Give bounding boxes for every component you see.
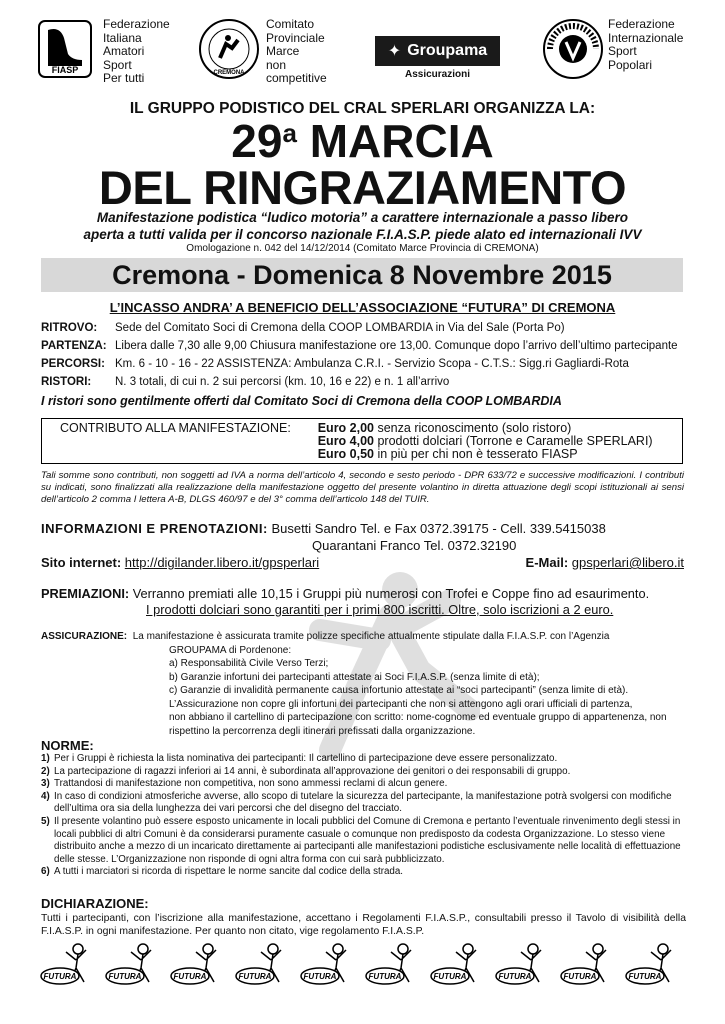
- contribution-row: [302, 434, 653, 448]
- futura-logo-text: FUTURA: [238, 972, 272, 981]
- rule-text: Trattandosi di manifestazione non competitiva, non sono ammessi reclami di alcun genere.: [54, 778, 448, 790]
- rule-item: [41, 791, 686, 816]
- futura-logo-text: FUTURA: [43, 972, 77, 981]
- info-pren-contact-2: Quarantani Franco Tel. 0372.32190: [312, 538, 517, 553]
- org-line: competitive: [266, 71, 327, 85]
- info-pren-contact: Busetti Sandro Tel. e Fax 0372.39175 - Cell. 339.5415038: [271, 521, 606, 536]
- charity-line: L’INCASSO ANDRA’ A BENEFICIO DELL’ASSOCIAZIONE “FUTURA” DI CREMONA: [109, 300, 616, 315]
- insurance-section: [41, 630, 686, 738]
- futura-logo: [558, 942, 620, 992]
- rule-item: [41, 766, 686, 779]
- declaration-title: DICHIARAZIONE:: [41, 896, 149, 911]
- futura-logo: [298, 942, 360, 992]
- futura-logo-text: FUTURA: [628, 972, 662, 981]
- org-line: Marce: [266, 44, 300, 58]
- insurance-line: a) Responsabilità Civile Verso Terzi;: [169, 658, 329, 669]
- org-line: Comitato: [266, 17, 315, 31]
- edition-suffix: a: [282, 118, 297, 148]
- groupama-mark-icon: ✦: [387, 43, 402, 60]
- org-line: Provinciale: [266, 30, 325, 45]
- ivv-logo: [542, 18, 604, 80]
- info-text: Km. 6 - 10 - 16 - 22 ASSISTENZA: Ambulanza C.R.I. - Servizio Scopa - C.T.S.: Sigg.ri Gagliardi-Rota: [115, 358, 629, 370]
- title-marcia: MARCIA: [309, 115, 494, 167]
- website-label: Sito internet:: [41, 555, 122, 570]
- info-pren-label: INFORMAZIONI E PRENOTAZIONI:: [41, 521, 268, 536]
- rules-list: [41, 753, 686, 879]
- rule-text: Per i Gruppi è richiesta la lista nominativa dei partecipanti: Il cartellino di partecipazione deve essere personalizzato.: [54, 753, 558, 764]
- premiazioni-text-2: I prodotti dolciari sono garantiti per i primi 800 iscritti. Oltre, solo iscrizioni a 2 euro.: [146, 602, 614, 617]
- email-label: E-Mail:: [525, 555, 569, 570]
- futura-logo: [623, 942, 685, 992]
- rule-number: 4): [41, 790, 50, 802]
- org-line: Federazione: [608, 17, 675, 31]
- insurance-text: La manifestazione è assicurata tramite polizze specifiche attualmente stipulate dalla F.I.A.S.P. con l’Agenzia: [132, 631, 610, 642]
- rule-text: Il presente volantino può essere esposto unicamente in locali pubblici del Comune di Cremona e pertanto l’eventuale rinvenimento degli stessi in locali pubblici di altri Comuni è da considerarsi puramente casuale o comunque non predisposto da codesta Organizzazione. Lo stesso viene distribuito anche a mezzo di un incaricato direttamente ai partecipanti alle manifestazioni podistiche esclusivamente nelle località di effettuazione delle stesse. L’Organizzazione non risponde di ogni altra forma con cui sarà pubblicizzato.: [54, 815, 681, 865]
- futura-logo: [38, 942, 100, 992]
- premiazioni-label: PREMIAZIONI:: [41, 586, 130, 601]
- futura-logo: [168, 942, 230, 992]
- rule-number: 2): [41, 765, 50, 777]
- rule-text: In caso di condizioni atmosferiche avverse, allo scopo di tutelare la sicurezza del partecipante, la manifestazione potrà svolgersi con modifiche dell’ultima ora sia della lunghezza dei vari percorsi che del disegno del tracciato.: [54, 790, 672, 815]
- rule-item: [41, 778, 686, 791]
- org-line: Amatori: [103, 44, 145, 58]
- edition-number: 29: [231, 115, 283, 167]
- org-line: Sport: [103, 57, 132, 72]
- rule-number: 3): [41, 778, 50, 790]
- comitato-marce-logo: [198, 18, 260, 80]
- contribution-desc: senza riconoscimento (solo ristoro): [377, 421, 572, 435]
- contribution-label: CONTRIBUTO ALLA MANIFESTAZIONE:: [60, 421, 291, 435]
- futura-logo: [493, 942, 555, 992]
- insurance-line: c) Garanzie di invalidità permanente causa infortunio attestate ai “soci partecipanti” (senza limite di età).: [169, 685, 629, 696]
- email-link[interactable]: gpsperlari@libero.it: [571, 555, 684, 570]
- organizer-line: IL GRUPPO PODISTICO DEL CRAL SPERLARI ORGANIZZA LA:: [129, 100, 596, 117]
- info-partenza: [41, 340, 691, 352]
- subtitle-1: Manifestazione podistica “ludico motoria” a carattere internazionale a passo libero: [96, 210, 629, 225]
- declaration-text: Tutti i partecipanti, con l’iscrizione alla manifestazione, accettano i Regolamenti F.I.A.S.P., consultabili presso il Tavolo di visibilità della F.I.A.S.P. in ogni manifestazione. Per quanto non citato, vige regolamento F.I.A.S.P.: [41, 913, 686, 937]
- futura-logo: [363, 942, 425, 992]
- contribution-row: [302, 421, 571, 435]
- futura-logo: [428, 942, 490, 992]
- fiasp-org-name: [103, 18, 170, 86]
- rules-title: NORME:: [41, 738, 94, 753]
- futura-logo: [103, 942, 165, 992]
- org-line: Sport: [608, 44, 637, 58]
- org-line: Federazione: [103, 17, 170, 31]
- rule-text: La partecipazione di ragazzi inferiori ai 14 anni, è subordinata all’approvazione dei genitori o dei responsabili di gruppo.: [54, 765, 571, 777]
- cmp-org-name: [266, 18, 327, 86]
- contribution-box: [41, 418, 683, 464]
- futura-logo-text: FUTURA: [108, 972, 142, 981]
- futura-logo-text: FUTURA: [368, 972, 402, 981]
- rule-item: [41, 816, 686, 866]
- contribution-desc: prodotti dolciari (Torrone e Caramelle SPERLARI): [377, 434, 653, 448]
- insurance-label: ASSICURAZIONE:: [41, 631, 128, 642]
- futura-logo-text: FUTURA: [433, 972, 467, 981]
- title-line-1: [0, 115, 725, 167]
- fiasp-logo: [38, 20, 92, 78]
- insurance-line: non abbiano il cartellino di partecipazione con scritto: nome-cognome ed eventuale gruppo di appartenenza, non rispettino la percorrenza degli itinerari prefissati dalla organizzazione.: [169, 712, 667, 737]
- place-date-banner: Cremona - Domenica 8 Novembre 2015: [41, 258, 683, 292]
- header: [0, 14, 725, 94]
- info-text: Libera dalle 7,30 alle 9,00 Chiusura manifestazione ore 13,00. Comunque dopo l’arrivo dell’ultimo partecipante: [115, 340, 678, 352]
- insurance-line: L’Assicurazione non copre gli infortuni dei partecipanti che non si attengono agli orari ufficiali di partenza,: [169, 698, 633, 710]
- rule-number: 5): [41, 815, 50, 827]
- insurance-line: b) Garanzie infortuni dei partecipanti attestate ai Soci F.I.A.S.P. (senza limite di età);: [169, 671, 540, 683]
- org-line: Italiana: [103, 30, 142, 45]
- premiazioni-text: Verranno premiati alle 10,15 i Gruppi più numerosi con Trofei e Coppe fino ad esaurimento.: [132, 586, 650, 601]
- org-line: non: [266, 57, 287, 72]
- info-text: N. 3 totali, di cui n. 2 sui percorsi (km. 10, 16 e 22) e n. 1 all’arrivo: [115, 376, 450, 388]
- info-label: RITROVO:: [41, 322, 98, 334]
- info-label: PERCORSI:: [41, 358, 105, 370]
- org-line: Per tutti: [103, 71, 145, 85]
- futura-logo-text: FUTURA: [498, 972, 532, 981]
- info-percorsi: [41, 358, 691, 370]
- subtitle-2: aperta a tutti valida per il concorso nazionale F.I.A.S.P. piede alato ed internazionali IVV: [83, 227, 642, 242]
- rule-text: A tutti i marciatori si ricorda di rispettare le norme sancite dal codice della strada.: [54, 866, 404, 878]
- tax-note: Tali somme sono contributi, non soggetti ad IVA a norma dell’articolo 4, secondo e sesto periodo - DPR 633/72 e successive modificazioni. I contributi su indicati, sono finalizzati alla realizzazione della manifestazione oggetto del presente volantino in diretta attuazione degli scopi istituzionali ai sensi dell’articolo 2 comma I lettera A-B, DLGS 460/97 e del 3° comma dell’articolo 148 del TUIR.: [41, 470, 684, 505]
- info-text: Sede del Comitato Soci di Cremona della COOP LOMBARDIA in Via del Sale (Porta Po): [115, 322, 565, 334]
- rule-number: 6): [41, 866, 50, 878]
- futura-logo-text: FUTURA: [303, 972, 337, 981]
- groupama-logo: [375, 36, 500, 84]
- contribution-amount: Euro 0,50: [317, 447, 374, 461]
- cremona-logo-text: CREMONA: [213, 70, 245, 76]
- fiasp-logo-text: FIASP: [51, 65, 79, 75]
- insurance-line: GROUPAMA di Pordenone:: [169, 644, 292, 656]
- futura-logo: [233, 942, 295, 992]
- org-line: Internazionale: [608, 30, 684, 45]
- contribution-desc: in più per chi non è tesserato FIASP: [377, 447, 578, 461]
- org-line: Popolari: [608, 57, 653, 72]
- rule-item: [41, 866, 686, 879]
- contribution-row: [302, 447, 578, 461]
- contribution-amount: Euro 4,00: [317, 434, 374, 448]
- website-link[interactable]: http://digilander.libero.it/gpsperlari: [124, 555, 320, 570]
- email-block: [526, 555, 684, 570]
- rule-number: 1): [41, 753, 50, 764]
- title-line-2: DEL RINGRAZIAMENTO: [98, 161, 627, 214]
- premiazioni-row: [41, 586, 691, 601]
- info-ritrovo: [41, 322, 691, 334]
- futura-logo-row: [38, 942, 688, 992]
- futura-logo-text: FUTURA: [563, 972, 597, 981]
- ristori-note: I ristori sono gentilmente offerti dal Comitato Soci di Cremona della COOP LOMBARDIA: [41, 394, 562, 408]
- ivv-org-name: [608, 18, 683, 72]
- homologation: Omologazione n. 042 del 14/12/2014 (Comitato Marce Provincia di CREMONA): [186, 243, 539, 254]
- futura-logo-text: FUTURA: [173, 972, 207, 981]
- info-label: RISTORI:: [41, 376, 92, 388]
- info-ristori: [41, 376, 691, 388]
- groupama-name: Groupama: [407, 42, 488, 59]
- info-prenotazioni: [41, 521, 691, 536]
- rule-item: [41, 753, 686, 766]
- groupama-sub: Assicurazioni: [404, 69, 471, 80]
- contribution-amount: Euro 2,00: [317, 421, 374, 435]
- info-label: PARTENZA:: [41, 340, 107, 352]
